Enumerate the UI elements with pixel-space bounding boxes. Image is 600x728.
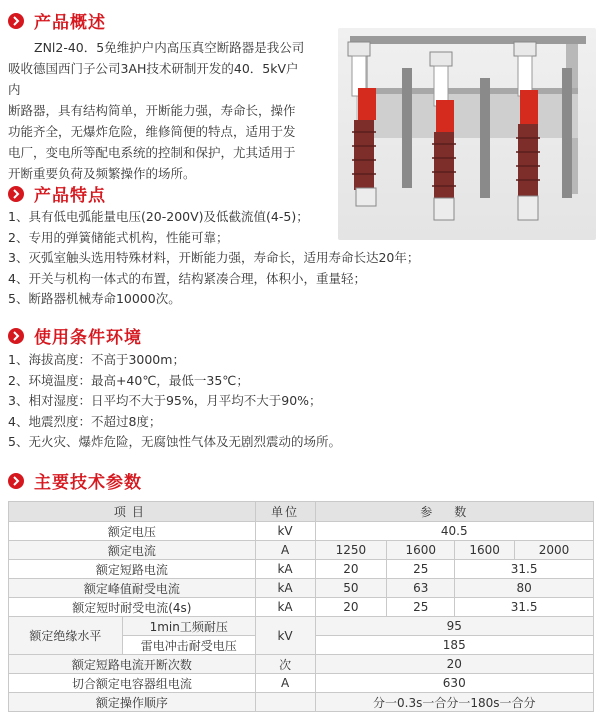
- header-params: 参数: [315, 502, 594, 522]
- row-value: 630: [315, 674, 594, 693]
- row-value: 20: [315, 560, 387, 579]
- overview-line: 电厂，变电所等配电系统的控制和保护，尤其适用于: [8, 145, 296, 160]
- row-unit: A: [255, 541, 315, 560]
- row-unit: [255, 693, 315, 712]
- list-item: 4、地震烈度：不超过8度；: [8, 413, 162, 429]
- list-item: 5、无火灾、爆炸危险，无腐蚀性气体及无剧烈震动的场所。: [8, 434, 341, 449]
- chevron-right-icon: [8, 473, 24, 489]
- list-item: 3、相对湿度：日平均不大于95%，月平均不大于90%；: [8, 393, 322, 408]
- row-value: 25: [387, 560, 455, 579]
- list-item: 1、海拔高度：不高于3000m；: [8, 352, 185, 367]
- chevron-right-icon: [8, 186, 24, 202]
- row-name: 额定短路电流开断次数: [9, 655, 256, 674]
- table-row: [9, 579, 594, 598]
- conditions-list: [8, 350, 341, 453]
- table-header-row: [9, 502, 594, 522]
- row-value: 20: [315, 598, 387, 617]
- row-value: 50: [315, 579, 387, 598]
- list-item: 4、开关与机构一体式的布置，结构紧凑合理，体积小，重量轻；: [8, 270, 366, 286]
- row-value: 31.5: [455, 560, 594, 579]
- table-row: [9, 655, 594, 674]
- overview-line: 功能齐全，无爆炸危险，维修简便的特点，适用于发: [8, 124, 296, 139]
- list-item: 1、具有低电弧能量电压(20-200V)及低截流值(4-5)；: [8, 209, 309, 224]
- chevron-right-icon: [8, 328, 24, 344]
- row-name: 额定电流: [9, 541, 256, 560]
- overview-line: 吸收德国西门子公司3AH技术研制开发的40．5kV户内: [8, 61, 299, 97]
- row-value: 31.5: [455, 598, 594, 617]
- row-name: 额定绝缘水平: [9, 617, 123, 655]
- list-item: 2、环境温度：最高+40℃，最低一35℃；: [8, 372, 249, 388]
- row-name: 额定峰值耐受电流: [9, 579, 256, 598]
- row-name: 额定短时耐受电流(4s): [9, 598, 256, 617]
- row-value: 1250: [315, 541, 387, 560]
- table-row: [9, 693, 594, 712]
- table-row: [9, 674, 594, 693]
- overview-line: ZNl2-40．5免维护户内高压真空断路器是我公司: [34, 40, 305, 55]
- table-row: [9, 598, 594, 617]
- row-subname: 雷电冲击耐受电压: [122, 636, 255, 655]
- row-name: 额定短路电流: [9, 560, 256, 579]
- list-item: 3、灭弧室触头选用特殊材料，开断能力强，寿命长，适用寿命长达20年；: [8, 250, 420, 265]
- row-name: 额定电压: [9, 522, 256, 541]
- row-unit: kA: [255, 579, 315, 598]
- spec-table: [8, 501, 594, 712]
- row-unit: kA: [255, 598, 315, 617]
- row-value: 1600: [455, 541, 515, 560]
- conditions-title: 使用条件环境: [34, 328, 142, 348]
- row-value: 20: [315, 655, 594, 674]
- table-row: [9, 541, 594, 560]
- header-unit: 单位: [255, 502, 315, 522]
- row-unit: 次: [255, 655, 315, 674]
- overview-line: 开断重要负荷及频繁操作的场所。: [8, 166, 196, 181]
- row-subname: 1min工频耐压: [122, 617, 255, 636]
- overview-heading: [8, 8, 106, 33]
- specs-title: 主要技术参数: [34, 473, 142, 493]
- header-item: 项目: [9, 502, 256, 522]
- row-value: 1600: [387, 541, 455, 560]
- row-value: 2000: [515, 541, 594, 560]
- overview-text: [8, 37, 308, 184]
- features-list: [8, 207, 419, 310]
- chevron-right-icon: [8, 13, 24, 29]
- table-row: [9, 617, 594, 636]
- row-unit: kV: [255, 522, 315, 541]
- row-value: 25: [387, 598, 455, 617]
- features-heading: [8, 181, 106, 206]
- list-item: 2、专用的弹簧储能式机构，性能可靠；: [8, 229, 229, 245]
- row-unit: kV: [255, 617, 315, 655]
- overview-title: 产品概述: [34, 13, 106, 33]
- row-name: 额定操作顺序: [9, 693, 256, 712]
- specs-heading: [8, 468, 142, 493]
- conditions-heading: [8, 323, 142, 348]
- features-title: 产品特点: [34, 186, 106, 206]
- row-value: 95: [315, 617, 594, 636]
- row-value: 分一0.3s一合分一180s一合分: [315, 693, 594, 712]
- overview-line: 断路器，具有结构简单，开断能力强，寿命长，操作: [8, 103, 296, 118]
- table-row: [9, 522, 594, 541]
- list-item: 5、断路器机械寿命10000次。: [8, 291, 181, 306]
- row-value: 63: [387, 579, 455, 598]
- row-value: 80: [455, 579, 594, 598]
- row-unit: A: [255, 674, 315, 693]
- row-unit: kA: [255, 560, 315, 579]
- row-value: 185: [315, 636, 594, 655]
- row-name: 切合额定电容器组电流: [9, 674, 256, 693]
- row-value: 40.5: [315, 522, 594, 541]
- table-row: [9, 560, 594, 579]
